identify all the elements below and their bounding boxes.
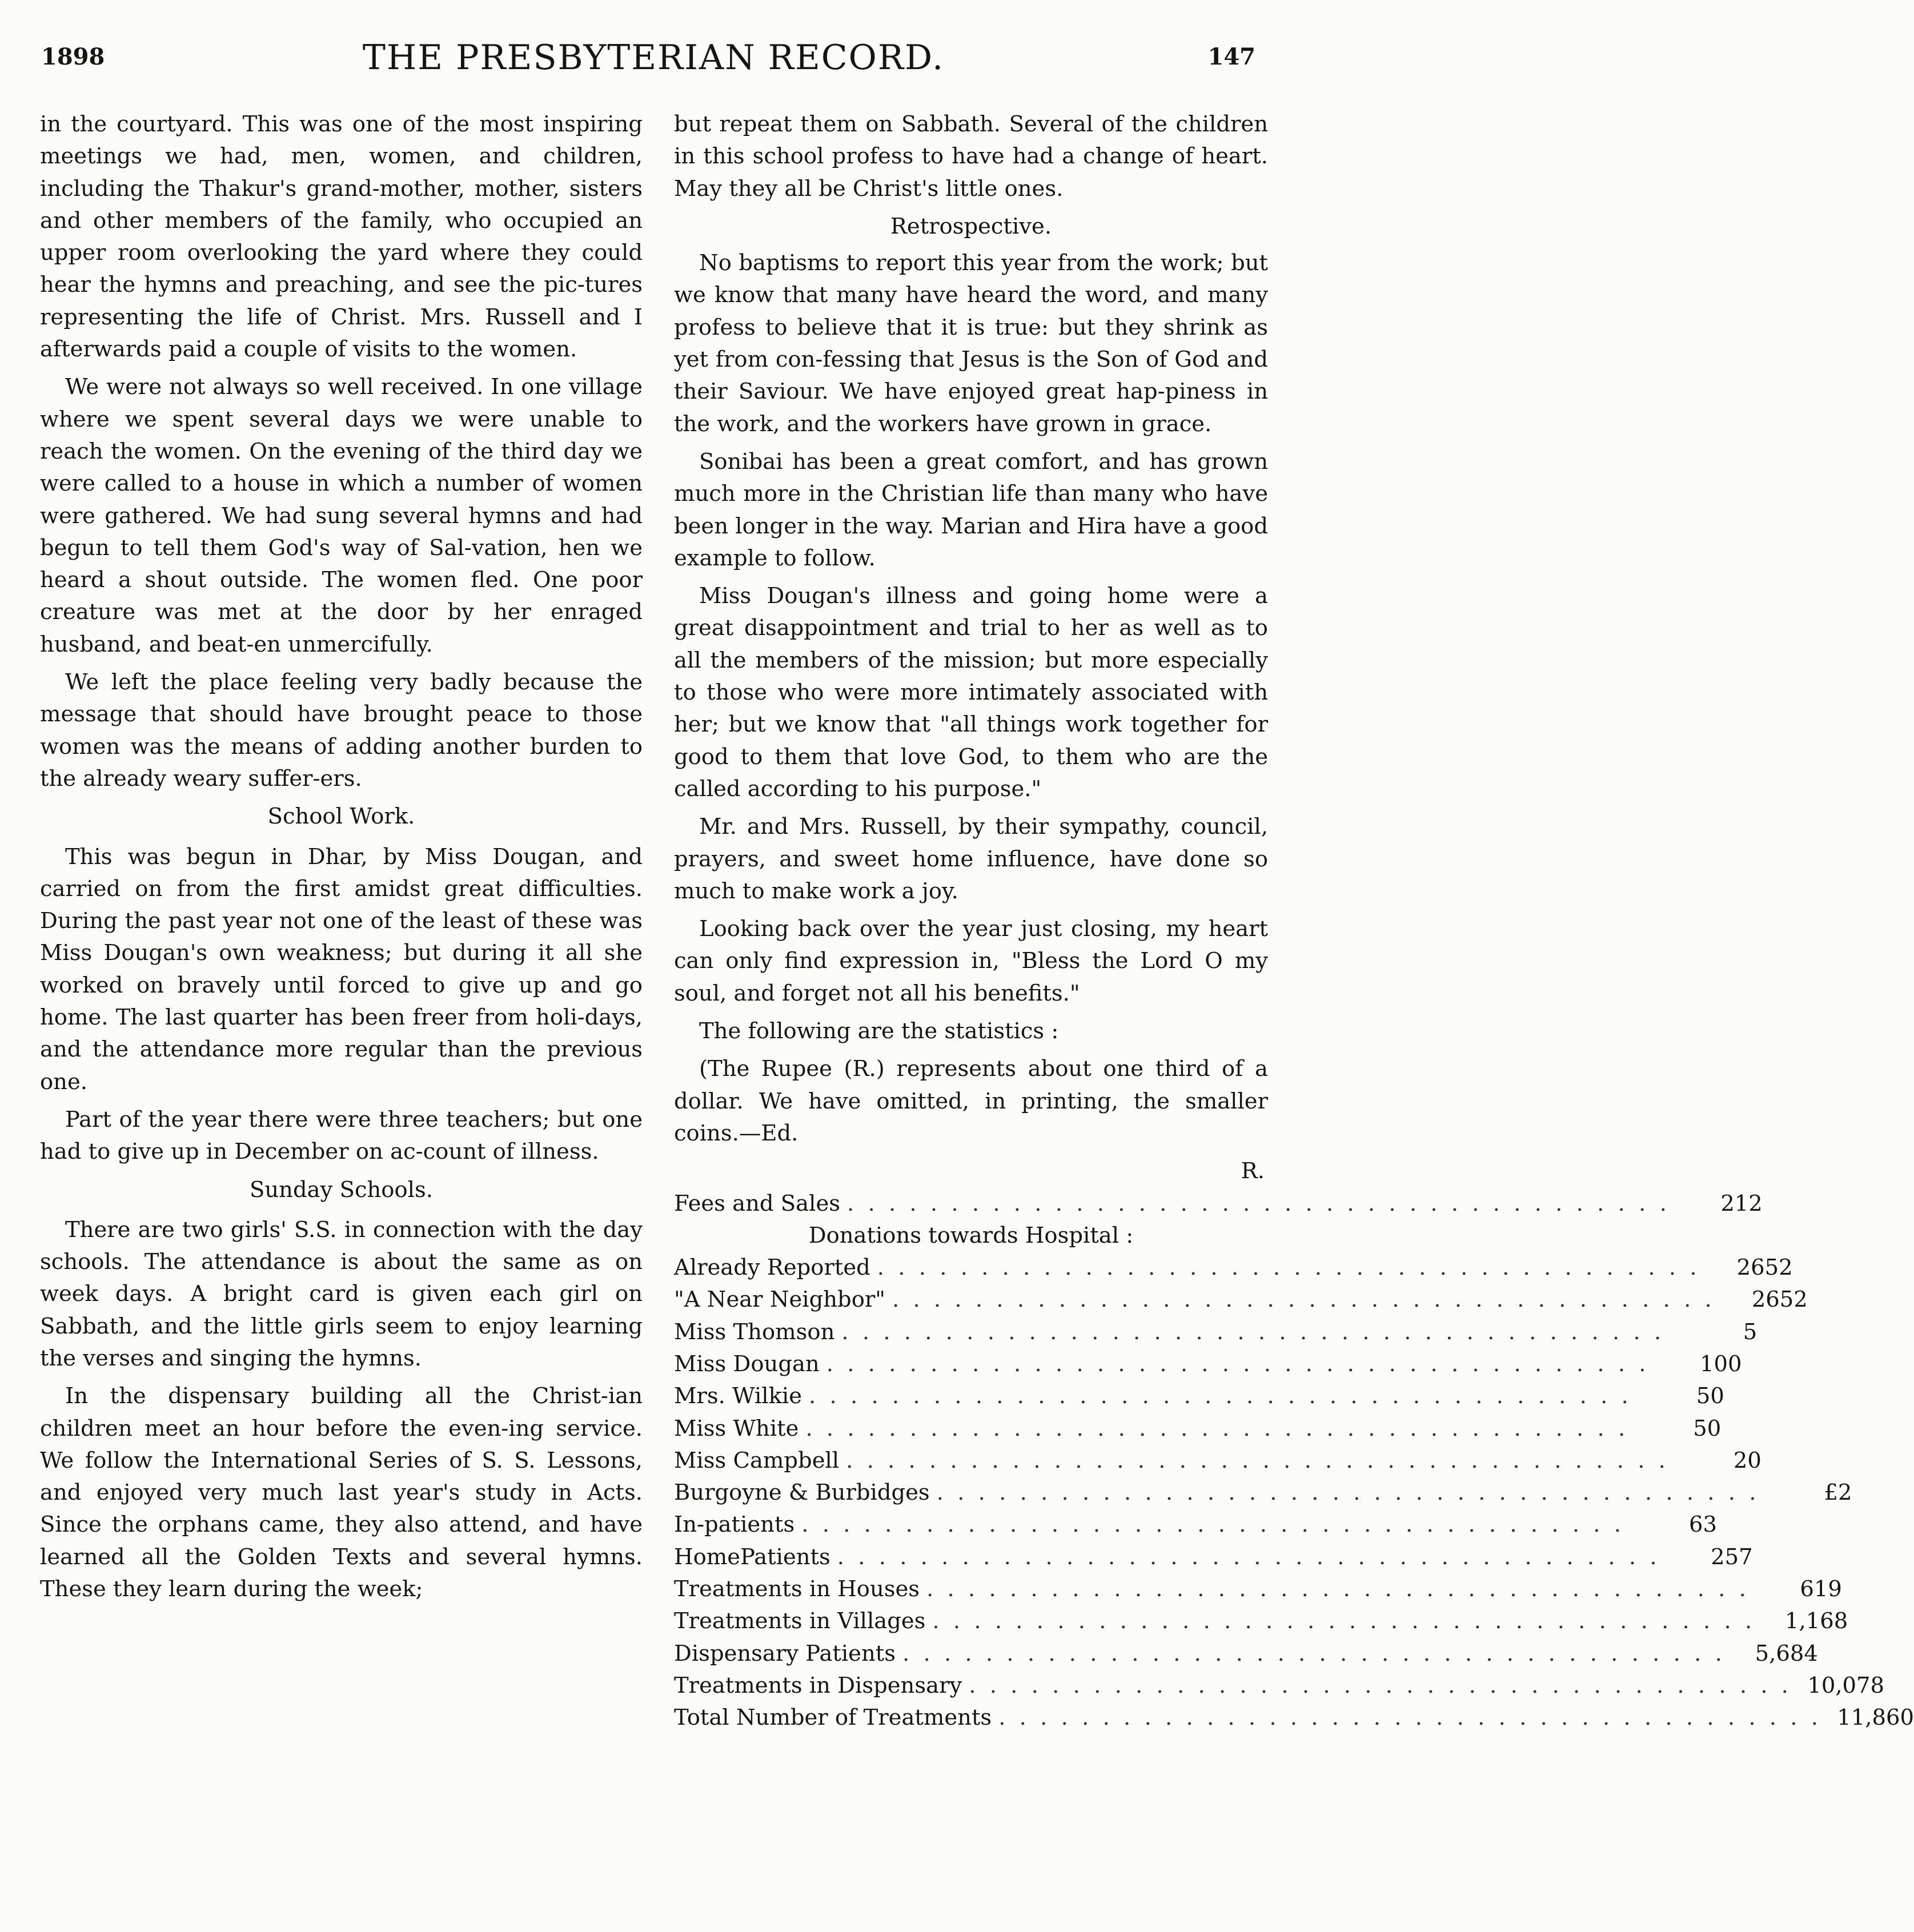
leader-dots: . . . . . . . . . . . . . . . . . . . . . . . . . . . . . . . . . . . . . . . .	[902, 1640, 1726, 1666]
paragraph: In the dispensary building all the Christ-ian children meet an hour before the even-ing service. We follow the International Series of S. S. Lessons, and enjoyed very much last year's study in Acts. Since the orphans came, they also attend, and have learned all the Golden Texts and several hymns. These they learn during the week;	[40, 1383, 643, 1602]
leader-dots: . . . . . . . . . . . . . . . . . . . . . . . . . . . . . . . . . . . . . . . .	[846, 1447, 1669, 1473]
page-header	[0, 38, 1307, 89]
leader-dots: . . . . . . . . . . . . . . . . . . . . . . . . . . . . . . . . . . . . . . . .	[998, 1705, 1821, 1731]
stat-value: 11,860	[1837, 1705, 1914, 1731]
stat-value: 2652	[1751, 1287, 1808, 1313]
stat-row	[674, 1573, 1842, 1605]
leader-dots: . . . . . . . . . . . . . . . . . . . . . . . . . . . . . . . . . . . . . . . .	[932, 1608, 1756, 1634]
right-column	[674, 109, 1914, 1734]
leader-dots: . . . . . . . . . . . . . . . . . . . . . . . . . . . . . . . . . . . . . . . .	[969, 1672, 1792, 1698]
stat-label: HomePatients	[674, 1544, 830, 1570]
stat-label: Fees and Sales	[674, 1190, 840, 1216]
stat-row	[674, 1670, 1885, 1702]
stat-row	[674, 1252, 1793, 1284]
paragraph: Part of the year there were three teachers; but one had to give up in December on ac-count of illness.	[40, 1106, 643, 1165]
section-heading-retrospective: Retrospective.	[890, 213, 1052, 239]
stat-value: 50	[1696, 1383, 1724, 1409]
stat-row	[674, 1638, 1818, 1670]
stat-row	[674, 1380, 1724, 1412]
stat-row	[674, 1445, 1761, 1477]
paragraph: We left the place feeling very badly because the message that should have brought peace to those women was the means of adding another burden to the already weary suffer-ers.	[40, 669, 643, 792]
stat-value: 2652	[1736, 1255, 1793, 1281]
stat-value: 257	[1711, 1544, 1753, 1570]
paragraph: Mr. and Mrs. Russell, by their sympathy, council, prayers, and sweet home influence, have done so much to make work a joy.	[674, 814, 1268, 904]
paragraph: (The Rupee (R.) represents about one third of a dollar. We have omitted, in printing, the smaller coins.—Ed.	[674, 1056, 1268, 1146]
stat-row	[674, 1413, 1722, 1445]
stat-value: £2	[1824, 1480, 1852, 1506]
stats-rows	[674, 1188, 1914, 1734]
paragraph: Miss Dougan's illness and going home were a great disappointment and trial to her as well as to all the members of the mission; but more especially to those who were more intimately associated with her; but we know that "all things work together for good to them that love God, to them who are the called according to his purpose."	[674, 583, 1268, 802]
journal-title: THE PRESBYTERIAN RECORD.	[362, 38, 945, 78]
section-heading-sunday-schools: Sunday Schools.	[250, 1176, 433, 1203]
stat-value: 10,078	[1807, 1672, 1885, 1698]
leader-dots: . . . . . . . . . . . . . . . . . . . . . . . . . . . . . . . . . . . . . . . .	[847, 1190, 1670, 1216]
stat-row	[674, 1188, 1763, 1220]
section-heading-school-work: School Work.	[267, 804, 415, 830]
paragraph: Sonibai has been a great comfort, and has grown much more in the Christian life than many who have been longer in the way. Marian and Hira have a good example to follow.	[674, 448, 1268, 571]
page-number: 147	[1207, 43, 1255, 70]
stat-label: Miss Dougan	[674, 1351, 820, 1377]
stat-label: Dispensary Patients	[674, 1640, 896, 1666]
leader-dots: . . . . . . . . . . . . . . . . . . . . . . . . . . . . . . . . . . . . . . . .	[877, 1255, 1700, 1281]
left-column	[40, 109, 643, 1611]
leader-dots: . . . . . . . . . . . . . . . . . . . . . . . . . . . . . . . . . . . . . . . .	[837, 1544, 1660, 1570]
stat-value: 619	[1800, 1576, 1842, 1602]
stat-value: 5	[1743, 1319, 1757, 1345]
paragraph: No baptisms to report this year from the work; but we know that many have heard the word, and many profess to believe that it is true: but they shrink as yet from con-fessing that Jesus is the Son of God and their Saviour. We have enjoyed great hap-piness in the work, and the workers have grown in grace.	[674, 250, 1268, 437]
stat-row	[674, 1541, 1753, 1573]
stat-row	[674, 1605, 1848, 1637]
stat-value: 1,168	[1785, 1608, 1848, 1634]
leader-dots: . . . . . . . . . . . . . . . . . . . . . . . . . . . . . . . . . . . . . . . .	[826, 1351, 1650, 1377]
stat-label: Treatments in Dispensary	[674, 1672, 962, 1698]
leader-dots: . . . . . . . . . . . . . . . . . . . . . . . . . . . . . . . . . . . . . . . .	[892, 1287, 1715, 1313]
leader-dots: . . . . . . . . . . . . . . . . . . . . . . . . . . . . . . . . . . . . . . . .	[841, 1319, 1665, 1345]
stat-row	[674, 1284, 1808, 1316]
paragraph: There are two girls' S.S. in connection with the day schools. The attendance is about the same as on week days. A bright card is given each girl on Sabbath, and the little girls seem to enjoy learning the verses and singing the hymns.	[40, 1216, 643, 1371]
stat-row	[674, 1348, 1742, 1380]
leader-dots: . . . . . . . . . . . . . . . . . . . . . . . . . . . . . . . . . . . . . . . .	[809, 1383, 1632, 1409]
stat-label: Miss White	[674, 1415, 799, 1441]
paragraph: in the courtyard. This was one of the most inspiring meetings we had, men, women, and children, including the Thakur's grand-mother, mother, sisters and other members of the family, who occupied an upper room overlooking the yard where they could hear the hymns and preaching, and see the pic-tures representing the life of Christ. Mrs. Russell and I afterwards paid a couple of visits to the women.	[40, 111, 643, 363]
stat-label: Burgoyne & Burbidges	[674, 1480, 930, 1506]
stat-row	[674, 1702, 1914, 1734]
paragraph: This was begun in Dhar, by Miss Dougan, and carried on from the first amidst great difficulties. During the past year not one of the least of these was Miss Dougan's own weakness; but during it all she worked on bravely until forced to give up and go home. The last quarter has been freer from holi-days, and the attendance more regular than the previous one.	[40, 844, 643, 1095]
stat-label: Mrs. Wilkie	[674, 1383, 802, 1409]
leader-dots: . . . . . . . . . . . . . . . . . . . . . . . . . . . . . . . . . . . . . . . .	[926, 1576, 1750, 1602]
stat-value: 100	[1700, 1351, 1742, 1377]
paragraph: We were not always so well received. In one village where we spent several days we were unable to reach the women. On the evening of the third day we were called to a house in which a number of women were gathered. We had sung several hymns and had begun to tell them God's way of Sal-vation, hen we heard a shout outside. The women fled. One poor creature was met at the door by her enraged husband, and beat-en unmercifully.	[40, 374, 643, 657]
stat-value: 50	[1693, 1415, 1722, 1441]
stat-value: 20	[1733, 1447, 1761, 1473]
stat-value: 5,684	[1755, 1640, 1818, 1666]
stat-label: Miss Thomson	[674, 1319, 835, 1345]
leader-dots: . . . . . . . . . . . . . . . . . . . . . . . . . . . . . . . . . . . . . . . .	[801, 1512, 1625, 1538]
stats-unit-header: R.	[1241, 1158, 1265, 1184]
leader-dots: . . . . . . . . . . . . . . . . . . . . . . . . . . . . . . . . . . . . . . . .	[805, 1415, 1629, 1441]
stat-value: 63	[1689, 1512, 1718, 1538]
stat-row	[674, 1316, 1757, 1348]
stat-label: In-patients	[674, 1512, 795, 1538]
stat-label: Total Number of Treatments	[674, 1705, 992, 1731]
paragraph: Looking back over the year just closing, my heart can only find expression in, "Bless the Lord O my soul, and forget not all his benefits."	[674, 916, 1268, 1006]
stat-label: Treatments in Houses	[674, 1576, 920, 1602]
stat-label: Already Reported	[674, 1255, 870, 1281]
stat-label: Treatments in Villages	[674, 1608, 926, 1634]
stats-subheading: Donations towards Hospital :	[808, 1222, 1134, 1248]
paragraph: The following are the statistics :	[699, 1018, 1059, 1045]
stat-label: Miss Campbell	[674, 1447, 840, 1473]
header-year: 1898	[41, 43, 105, 70]
statistics-table	[674, 1155, 1914, 1734]
stat-row	[674, 1509, 1718, 1541]
stat-value: 212	[1720, 1190, 1763, 1216]
stat-label: "A Near Neighbor"	[674, 1287, 885, 1313]
paragraph: but repeat them on Sabbath. Several of the children in this school profess to have had a change of heart. May they all be Christ's little ones.	[674, 111, 1268, 202]
leader-dots: . . . . . . . . . . . . . . . . . . . . . . . . . . . . . . . . . . . . . . . .	[936, 1480, 1760, 1506]
stat-row	[674, 1477, 1852, 1509]
